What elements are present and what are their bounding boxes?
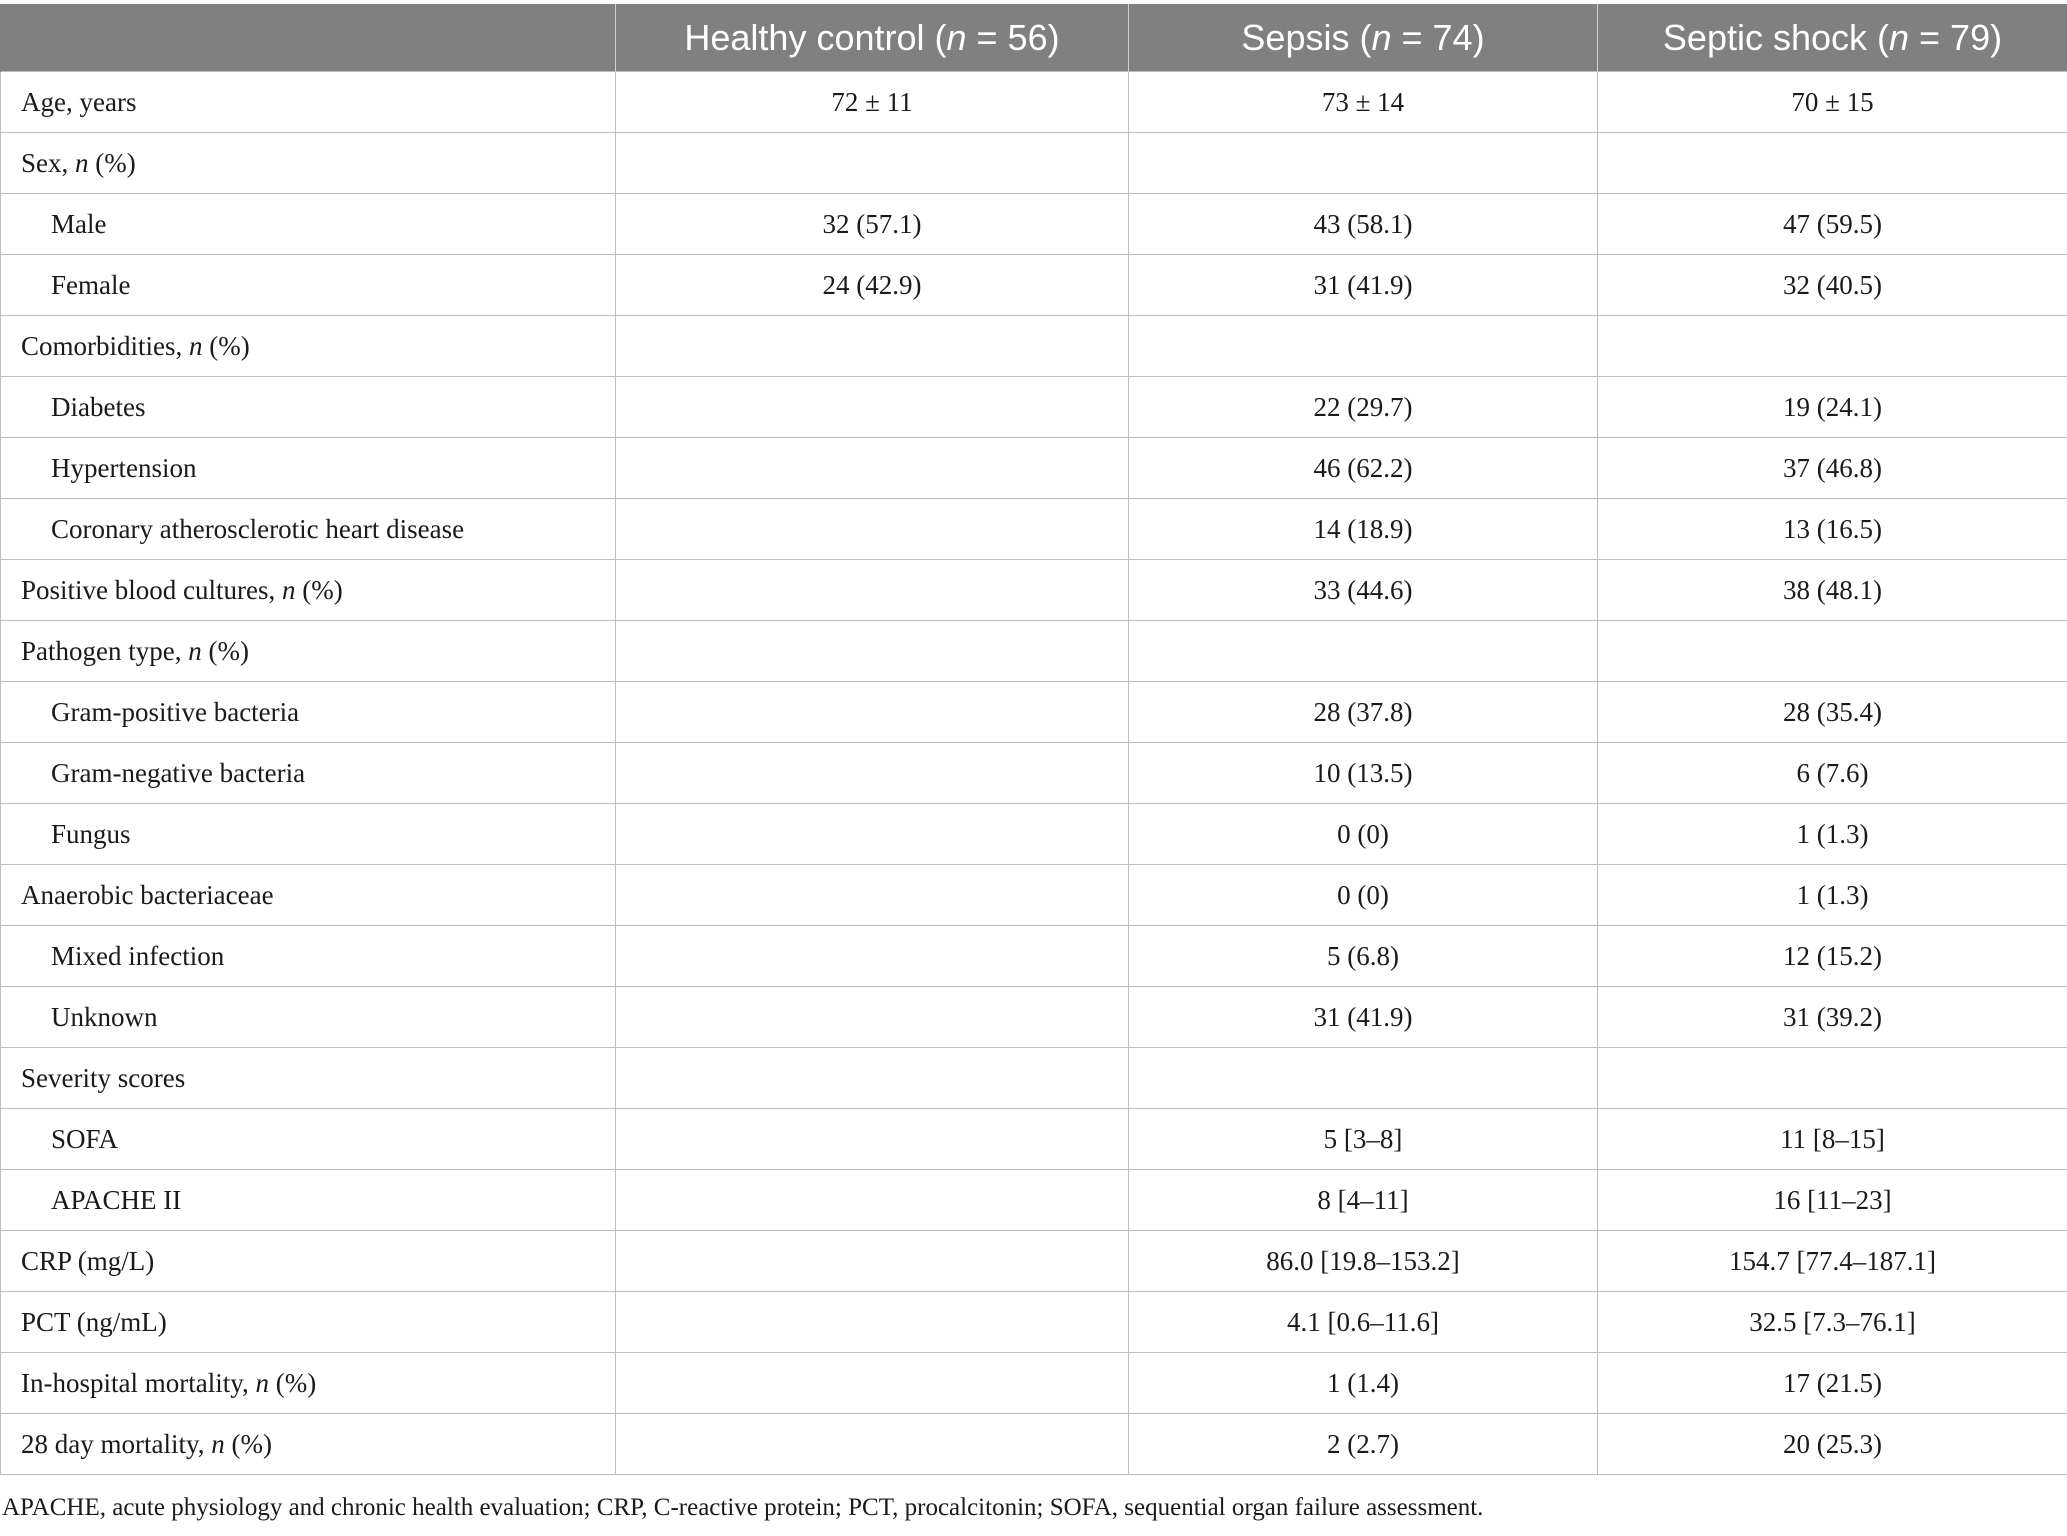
value-cell-healthy-control <box>616 926 1129 987</box>
value-cell-sepsis <box>1129 133 1598 194</box>
value-cell-sepsis: 2 (2.7) <box>1129 1414 1598 1475</box>
value-cell-healthy-control <box>616 682 1129 743</box>
row-label-cell <box>1 72 616 133</box>
value-cell-sepsis: 22 (29.7) <box>1129 377 1598 438</box>
value-cell-septic-shock: 16 [11–23] <box>1598 1170 2067 1231</box>
header-cell-healthy-control: Healthy control (n = 56) <box>616 5 1129 72</box>
row-label: Male <box>51 208 107 239</box>
table-row <box>1 194 2067 255</box>
value-cell-sepsis <box>1129 1048 1598 1109</box>
row-label-italic: n <box>281 574 296 605</box>
value-cell-sepsis: 5 [3–8] <box>1129 1109 1598 1170</box>
row-label: APACHE II <box>51 1184 182 1215</box>
value-cell-septic-shock: 20 (25.3) <box>1598 1414 2067 1475</box>
value-cell-sepsis: 10 (13.5) <box>1129 743 1598 804</box>
row-label: Hypertension <box>51 452 197 483</box>
value-cell-sepsis <box>1129 621 1598 682</box>
row-label-suffix: (%) <box>202 330 250 361</box>
row-label: Gram-positive bacteria <box>51 696 300 727</box>
row-label-cell <box>1 682 616 743</box>
row-label-cell <box>1 438 616 499</box>
table-row <box>1 560 2067 621</box>
value-cell-healthy-control <box>616 804 1129 865</box>
row-label: CRP (mg/L) <box>21 1245 155 1276</box>
table-row <box>1 316 2067 377</box>
row-label-cell <box>1 1292 616 1353</box>
value-cell-sepsis: 4.1 [0.6–11.6] <box>1129 1292 1598 1353</box>
table-row <box>1 255 2067 316</box>
row-label-cell <box>1 926 616 987</box>
table-body <box>1 72 2067 1475</box>
table-row <box>1 1292 2067 1353</box>
value-cell-sepsis: 46 (62.2) <box>1129 438 1598 499</box>
value-cell-sepsis: 31 (41.9) <box>1129 255 1598 316</box>
row-label: Female <box>51 269 131 300</box>
row-label-cell <box>1 499 616 560</box>
row-label-cell <box>1 377 616 438</box>
row-label-cell <box>1 255 616 316</box>
value-cell-sepsis: 8 [4–11] <box>1129 1170 1598 1231</box>
value-cell-healthy-control: 24 (42.9) <box>616 255 1129 316</box>
value-cell-septic-shock <box>1598 1048 2067 1109</box>
table-row <box>1 72 2067 133</box>
row-label-suffix: (%) <box>88 147 136 178</box>
value-cell-septic-shock: 11 [8–15] <box>1598 1109 2067 1170</box>
value-cell-septic-shock: 19 (24.1) <box>1598 377 2067 438</box>
value-cell-healthy-control: 32 (57.1) <box>616 194 1129 255</box>
value-cell-healthy-control <box>616 743 1129 804</box>
row-label: Diabetes <box>51 391 146 422</box>
table-row <box>1 682 2067 743</box>
row-label-cell <box>1 1048 616 1109</box>
value-cell-healthy-control <box>616 987 1129 1048</box>
table-row <box>1 1170 2067 1231</box>
value-cell-healthy-control <box>616 865 1129 926</box>
value-cell-sepsis: 14 (18.9) <box>1129 499 1598 560</box>
row-label-italic: n <box>255 1367 269 1398</box>
value-cell-healthy-control <box>616 1109 1129 1170</box>
header-cell-label <box>1 5 616 72</box>
value-cell-healthy-control <box>616 1170 1129 1231</box>
value-cell-septic-shock: 6 (7.6) <box>1598 743 2067 804</box>
row-label-italic: n <box>188 635 202 666</box>
value-cell-septic-shock: 31 (39.2) <box>1598 987 2067 1048</box>
table-row <box>1 377 2067 438</box>
table-row <box>1 499 2067 560</box>
table-row <box>1 1414 2067 1475</box>
row-label: Gram-negative bacteria <box>51 757 306 788</box>
value-cell-sepsis: 86.0 [19.8–153.2] <box>1129 1231 1598 1292</box>
row-label: Anaerobic bacteriaceae <box>21 879 274 910</box>
row-label-cell <box>1 1231 616 1292</box>
value-cell-healthy-control <box>616 560 1129 621</box>
value-cell-septic-shock <box>1598 621 2067 682</box>
value-cell-sepsis: 5 (6.8) <box>1129 926 1598 987</box>
row-label: Severity scores <box>21 1062 186 1093</box>
characteristics-table-container <box>0 4 2067 1475</box>
row-label-cell <box>1 194 616 255</box>
table-row <box>1 1353 2067 1414</box>
value-cell-septic-shock <box>1598 316 2067 377</box>
row-label-italic: n <box>189 330 203 361</box>
table-row <box>1 133 2067 194</box>
value-cell-sepsis: 33 (44.6) <box>1129 560 1598 621</box>
table-row <box>1 743 2067 804</box>
value-cell-sepsis: 73 ± 14 <box>1129 72 1598 133</box>
row-label-cell <box>1 1109 616 1170</box>
value-cell-sepsis: 0 (0) <box>1129 865 1598 926</box>
value-cell-sepsis: 1 (1.4) <box>1129 1353 1598 1414</box>
table-row <box>1 926 2067 987</box>
row-label: Positive blood cultures, <box>21 574 282 605</box>
row-label: Mixed infection <box>51 940 225 971</box>
value-cell-healthy-control <box>616 377 1129 438</box>
table-row <box>1 1048 2067 1109</box>
row-label-cell <box>1 743 616 804</box>
table-row <box>1 1231 2067 1292</box>
value-cell-healthy-control <box>616 316 1129 377</box>
table-row <box>1 804 2067 865</box>
row-label-cell <box>1 133 616 194</box>
value-cell-healthy-control: 72 ± 11 <box>616 72 1129 133</box>
table-row <box>1 1109 2067 1170</box>
row-label-cell <box>1 865 616 926</box>
row-label: 28 day mortality, <box>21 1428 212 1459</box>
row-label-italic: n <box>75 147 89 178</box>
value-cell-septic-shock: 37 (46.8) <box>1598 438 2067 499</box>
row-label-suffix: (%) <box>224 1428 272 1459</box>
value-cell-sepsis: 31 (41.9) <box>1129 987 1598 1048</box>
header-cell-sepsis: Sepsis (n = 74) <box>1129 5 1598 72</box>
value-cell-septic-shock: 1 (1.3) <box>1598 865 2067 926</box>
value-cell-healthy-control <box>616 1231 1129 1292</box>
table-header-row <box>1 5 2067 72</box>
value-cell-healthy-control <box>616 1292 1129 1353</box>
table-row <box>1 621 2067 682</box>
row-label-cell <box>1 1414 616 1475</box>
value-cell-septic-shock <box>1598 133 2067 194</box>
value-cell-septic-shock: 1 (1.3) <box>1598 804 2067 865</box>
row-label-suffix: (%) <box>201 635 249 666</box>
row-label-cell <box>1 621 616 682</box>
row-label: PCT (ng/mL) <box>21 1306 167 1337</box>
header-cell-septic-shock: Septic shock (n = 79) <box>1598 5 2067 72</box>
row-label-suffix: (%) <box>295 574 343 605</box>
row-label-cell <box>1 560 616 621</box>
value-cell-healthy-control <box>616 499 1129 560</box>
row-label: SOFA <box>51 1123 119 1154</box>
row-label-cell <box>1 804 616 865</box>
row-label: Coronary atherosclerotic heart disease <box>51 513 465 544</box>
row-label-italic: n <box>211 1428 225 1459</box>
row-label: Unknown <box>51 1001 158 1032</box>
row-label-cell <box>1 987 616 1048</box>
value-cell-sepsis: 28 (37.8) <box>1129 682 1598 743</box>
value-cell-septic-shock: 28 (35.4) <box>1598 682 2067 743</box>
row-label: Comorbidities, <box>21 330 189 361</box>
value-cell-septic-shock: 154.7 [77.4–187.1] <box>1598 1231 2067 1292</box>
table-footnote: APACHE, acute physiology and chronic health evaluation; CRP, C-reactive protein; PCT, procalcitonin; SOFA, sequential organ failure assessment. <box>2 1494 1484 1521</box>
row-label-cell <box>1 316 616 377</box>
row-label: Pathogen type, <box>21 635 189 666</box>
row-label-cell <box>1 1170 616 1231</box>
value-cell-healthy-control <box>616 438 1129 499</box>
value-cell-sepsis: 43 (58.1) <box>1129 194 1598 255</box>
row-label: In-hospital mortality, <box>21 1367 256 1398</box>
value-cell-septic-shock: 12 (15.2) <box>1598 926 2067 987</box>
row-label-suffix: (%) <box>268 1367 317 1398</box>
value-cell-septic-shock: 70 ± 15 <box>1598 72 2067 133</box>
value-cell-septic-shock: 32.5 [7.3–76.1] <box>1598 1292 2067 1353</box>
value-cell-septic-shock: 32 (40.5) <box>1598 255 2067 316</box>
value-cell-septic-shock: 17 (21.5) <box>1598 1353 2067 1414</box>
value-cell-healthy-control <box>616 1048 1129 1109</box>
table-row <box>1 865 2067 926</box>
value-cell-healthy-control <box>616 133 1129 194</box>
value-cell-septic-shock: 47 (59.5) <box>1598 194 2067 255</box>
value-cell-healthy-control <box>616 621 1129 682</box>
value-cell-healthy-control <box>616 1414 1129 1475</box>
value-cell-healthy-control <box>616 1353 1129 1414</box>
value-cell-septic-shock: 38 (48.1) <box>1598 560 2067 621</box>
row-label: Sex, <box>21 147 75 178</box>
value-cell-septic-shock: 13 (16.5) <box>1598 499 2067 560</box>
row-label: Fungus <box>51 818 131 849</box>
table-row <box>1 438 2067 499</box>
value-cell-sepsis <box>1129 316 1598 377</box>
value-cell-sepsis: 0 (0) <box>1129 804 1598 865</box>
row-label: Age, years <box>21 86 137 117</box>
characteristics-table <box>0 4 2067 1475</box>
row-label-cell <box>1 1353 616 1414</box>
table-row <box>1 987 2067 1048</box>
